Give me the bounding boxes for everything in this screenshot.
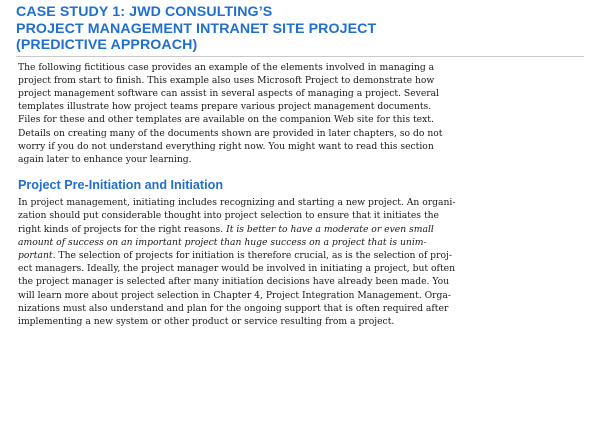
intro-line: The following fictitious case provides an example of the elements involved in managing a <box>18 61 435 73</box>
section-line: In project management, initiating includes recognizing and starting a new project. An organi- <box>18 197 456 209</box>
section-paragraph <box>18 196 584 328</box>
intro-line: project from start to finish. This example also uses Microsoft Project to demonstrate how <box>18 74 435 86</box>
section-line <box>18 223 584 236</box>
intro-line: worry if you do not understand everything right now. You might want to read this section <box>18 140 434 152</box>
section-line: will learn more about project selection in Chapter 4, Project Integration Management. Orga- <box>18 289 451 301</box>
section-line: implementing a new system or other product or service resulting from a project. <box>18 315 395 327</box>
section-line <box>18 249 584 262</box>
section-line-emphasis: portant. <box>18 249 56 261</box>
case-study-title <box>16 4 584 54</box>
intro-line: Files for these and other templates are available on the companion Web site for this text. <box>18 114 434 126</box>
intro-line: templates illustrate how project teams prepare various project management documents. <box>18 101 432 113</box>
intro-line: project management software can assist in several aspects of managing a project. Several <box>18 87 440 99</box>
section-heading: Project Pre-Initiation and Initiation <box>18 178 224 193</box>
section-line: the project manager is selected after many initiation decisions have already been made. You <box>18 276 450 288</box>
section-line-normal: right kinds of projects for the right reasons. <box>18 223 227 235</box>
section-line-emphasis: amount of success on an important project than huge success on a project that is unim- <box>18 236 427 248</box>
section-line: ect managers. Ideally, the project manager would be involved in initiating a project, but often <box>18 263 456 275</box>
intro-line: Details on creating many of the documents shown are provided in later chapters, so do not <box>18 127 443 139</box>
intro-paragraph <box>18 61 584 167</box>
case-study-title-line: CASE STUDY 1: JWD CONSULTING’S <box>16 4 273 20</box>
section-line: zation should put considerable thought into project selection to ensure that it initiates the <box>18 210 439 222</box>
page <box>16 4 584 328</box>
section-line-normal: The selection of projects for initiation is therefore crucial, as is the selection of proj- <box>55 249 452 261</box>
intro-line: again later to enhance your learning. <box>18 153 192 165</box>
case-study-title-line: (PREDICTIVE APPROACH) <box>16 37 198 53</box>
title-divider <box>16 56 584 57</box>
section-line-emphasis: It is better to have a moderate or even small <box>226 223 434 235</box>
section-line: nizations must also understand and plan for the ongoing support that is often required after <box>18 302 449 314</box>
case-study-title-line: PROJECT MANAGEMENT INTRANET SITE PROJECT <box>16 20 377 37</box>
